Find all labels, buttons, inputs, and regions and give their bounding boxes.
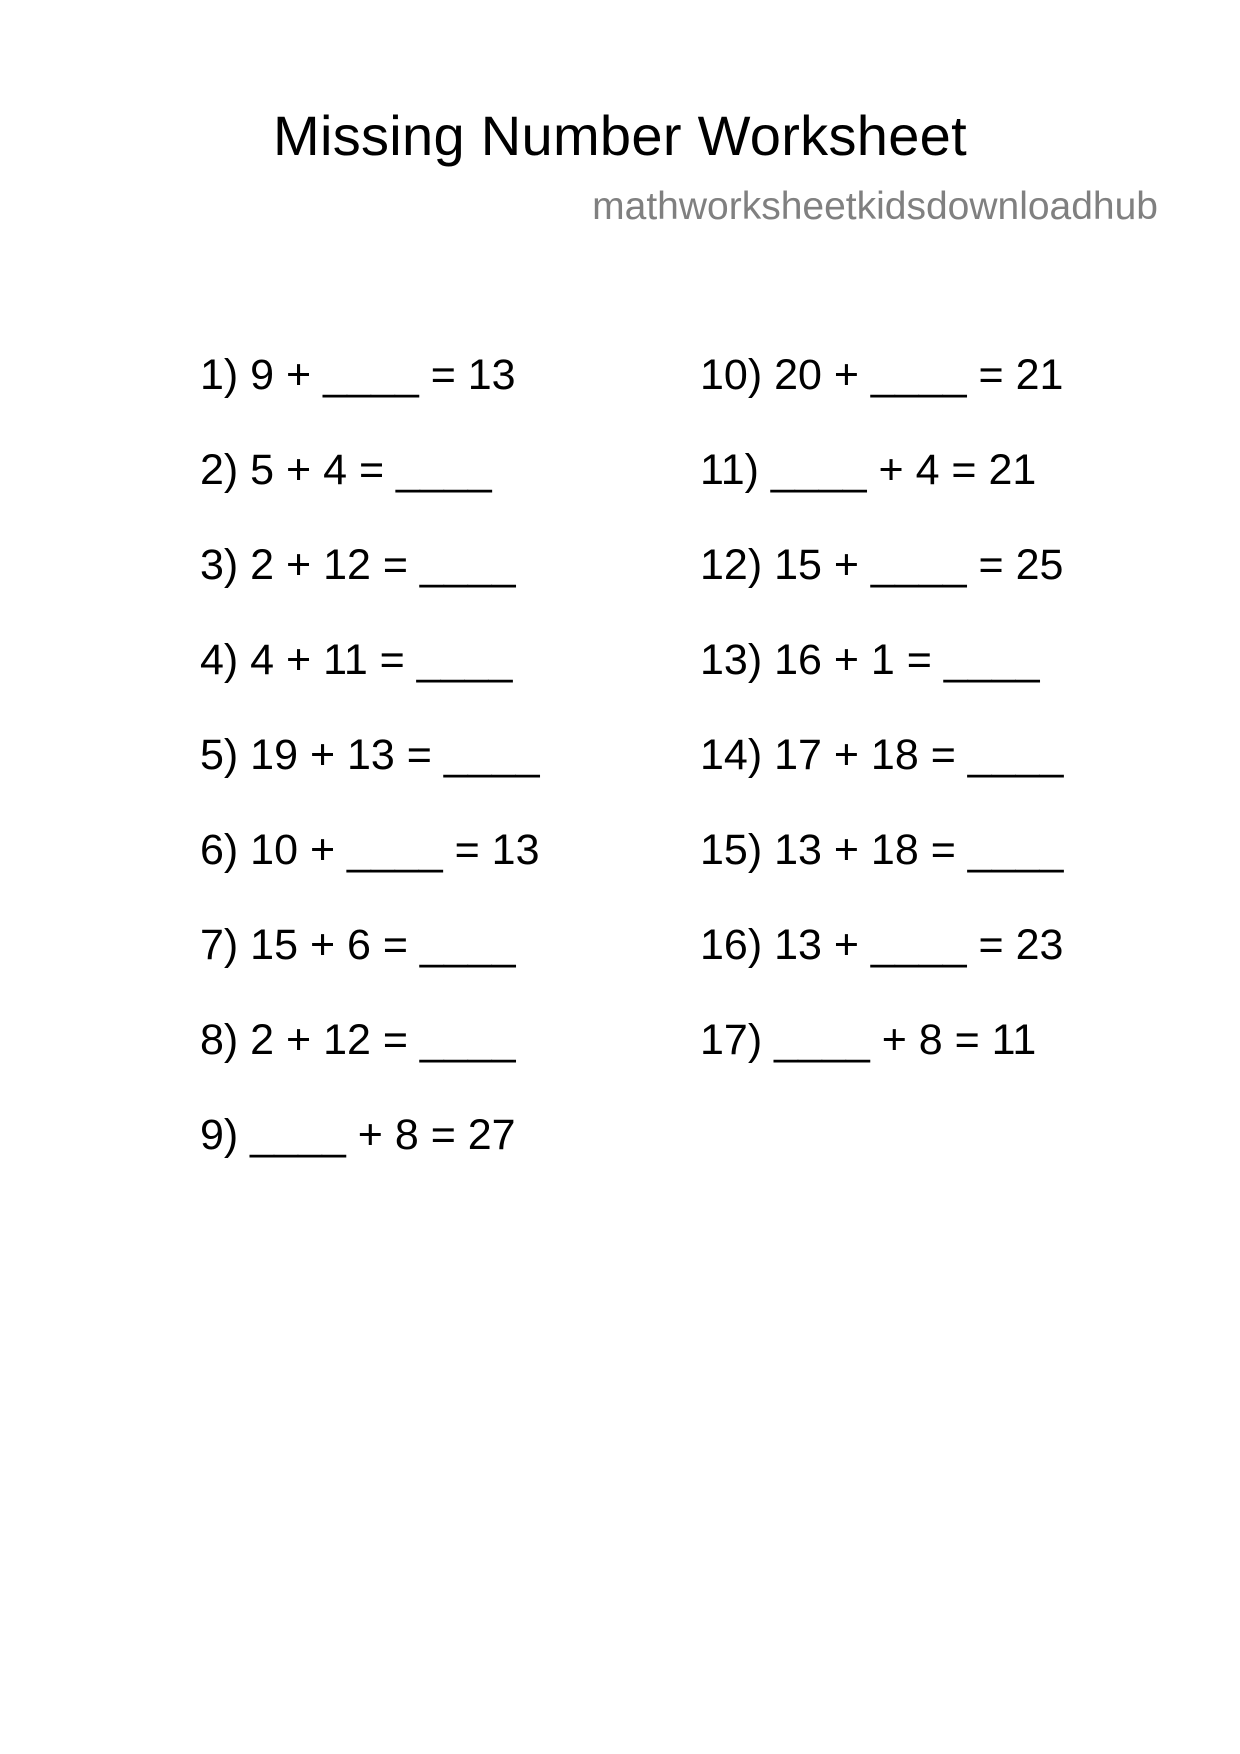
- worksheet-title: Missing Number Worksheet: [273, 104, 967, 167]
- worksheet-source: mathworksheetkidsdownloadhub: [592, 185, 1158, 228]
- problem-3: 3) 2 + 12 = ____: [200, 541, 516, 589]
- problem-7: 7) 15 + 6 = ____: [200, 921, 516, 969]
- problem-14: 14) 17 + 18 = ____: [700, 731, 1064, 779]
- problem-column-left: [200, 348, 540, 1203]
- problem-1: 1) 9 + ____ = 13: [200, 351, 516, 399]
- problem-13: 13) 16 + 1 = ____: [700, 636, 1040, 684]
- problem-5: 5) 19 + 13 = ____: [200, 731, 540, 779]
- problem-11: 11) ____ + 4 = 21: [700, 446, 1037, 494]
- problem-6: 6) 10 + ____ = 13: [200, 826, 540, 874]
- problem-column-right: [700, 348, 1063, 1108]
- problem-12: 12) 15 + ____ = 25: [700, 541, 1064, 589]
- problem-8: 8) 2 + 12 = ____: [200, 1016, 516, 1064]
- problem-17: 17) ____ + 8 = 11: [700, 1016, 1037, 1064]
- problem-16: 16) 13 + ____ = 23: [700, 921, 1064, 969]
- problem-10: 10) 20 + ____ = 21: [700, 351, 1064, 399]
- problem-4: 4) 4 + 11 = ____: [200, 636, 513, 684]
- problem-9: 9) ____ + 8 = 27: [200, 1111, 516, 1159]
- problem-15: 15) 13 + 18 = ____: [700, 826, 1064, 874]
- problem-2: 2) 5 + 4 = ____: [200, 446, 492, 494]
